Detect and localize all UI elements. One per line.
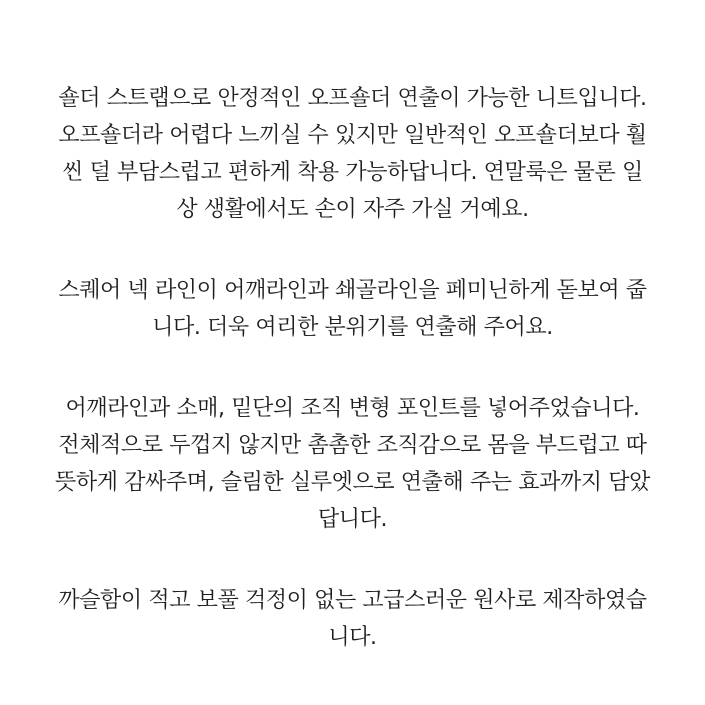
description-paragraph-4 [0, 582, 705, 656]
text-line: 니다. 더욱 여리한 분위기를 연출해 주어요. [152, 315, 553, 340]
product-description [0, 80, 705, 700]
description-paragraph-2 [0, 272, 705, 346]
text-line: 답니다. [317, 507, 388, 532]
text-line: 숄더 스트랩으로 안정적인 오프숄더 연출이 가능한 니트입니다. [58, 86, 647, 111]
text-line: 오프숄더라 어렵다 느끼실 수 있지만 일반적인 오프숄더보다 훨 [58, 123, 647, 148]
text-line: 어깨라인과 소매, 밑단의 조직 변형 포인트를 넣어주었습니다. [65, 396, 640, 421]
text-line: 뜻하게 감싸주며, 슬림한 실루엣으로 연출해 주는 효과까지 담았 [55, 470, 650, 495]
text-line: 니다. [328, 625, 377, 650]
description-paragraph-1 [0, 80, 705, 228]
text-line: 상 생활에서도 손이 자주 가실 거예요. [176, 197, 529, 222]
text-line: 전체적으로 두껍지 않지만 촘촘한 조직감으로 몸을 부드럽고 따 [58, 433, 647, 458]
text-line: 씬 덜 부담스럽고 편하게 착용 가능하답니다. 연말룩은 물론 일 [62, 160, 643, 185]
text-line: 까슬함이 적고 보풀 걱정이 없는 고급스러운 원사로 제작하였습 [58, 588, 647, 613]
text-line: 스퀘어 넥 라인이 어깨라인과 쇄골라인을 페미닌하게 돋보여 줍 [58, 278, 647, 303]
description-paragraph-3 [0, 390, 705, 538]
